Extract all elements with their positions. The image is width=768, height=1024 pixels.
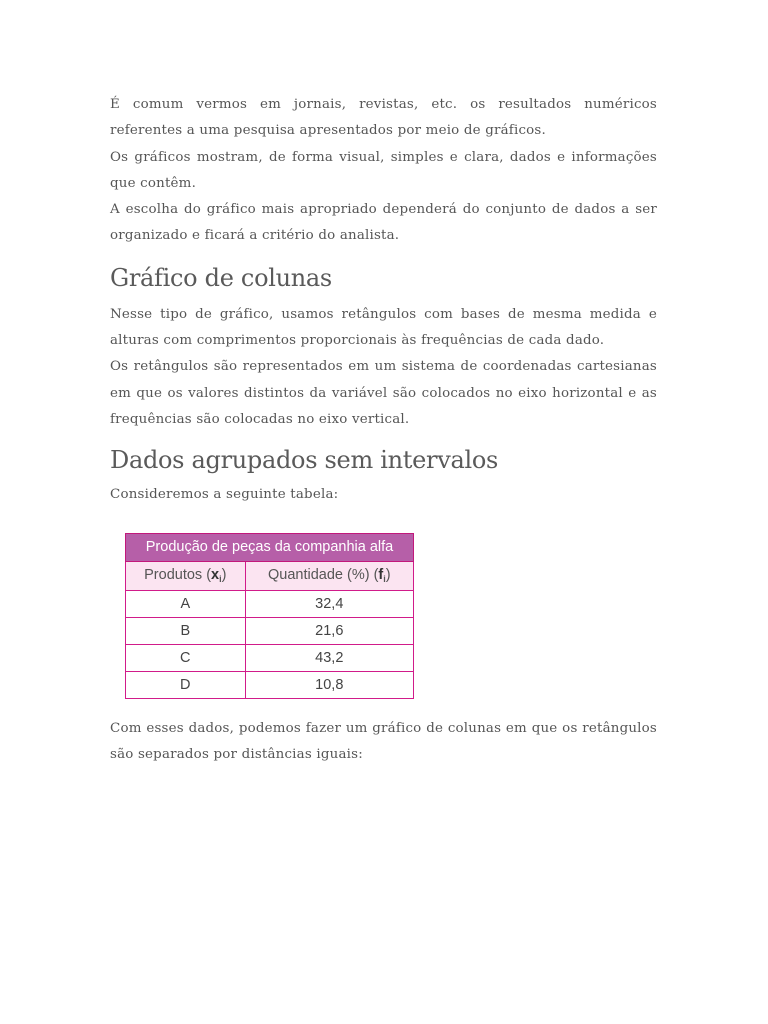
quantity-cell: 10,8: [245, 671, 413, 698]
symbol-f: f: [378, 567, 384, 584]
product-cell: A: [126, 590, 246, 617]
product-cell: B: [126, 617, 246, 644]
product-cell: D: [126, 671, 246, 698]
subscript-i: i: [219, 574, 222, 585]
paragraph: Os retângulos são representados em um sistema de coordenadas cartesianas em que os valores distintos da variável são colocados no eixo horizontal e as frequências são colocadas no eixo vertical.: [110, 359, 657, 427]
table-header-row: [126, 561, 414, 590]
intro-section: [110, 92, 657, 250]
section-heading-grouped-data: Dados agrupados sem intervalos: [110, 446, 499, 475]
symbol-x: x: [211, 567, 220, 584]
paragraph: Os gráficos mostram, de forma visual, simples e clara, dados e informações que contêm.: [110, 149, 657, 191]
header-text: Produtos (: [144, 567, 212, 584]
section-heading-column-chart: Gráfico de colunas: [110, 263, 332, 292]
quantity-cell: 32,4: [245, 590, 413, 617]
closing-section: [110, 716, 657, 769]
column-header-products: [126, 561, 246, 590]
table-row: [126, 617, 414, 644]
product-cell: C: [126, 644, 246, 671]
grouped-data-section: [110, 482, 657, 508]
table-row: [126, 590, 414, 617]
quantity-cell: 43,2: [245, 644, 413, 671]
table-caption: Produção de peças da companhia alfa: [126, 533, 414, 561]
subscript-i: i: [383, 574, 386, 585]
paragraph: Consideremos a seguinte tabela:: [110, 487, 339, 503]
table-caption-row: [126, 533, 414, 561]
table-row: [126, 644, 414, 671]
paragraph: A escolha do gráfico mais apropriado dependerá do conjunto de dados a ser organizado e ficará a critério do analista.: [110, 202, 657, 244]
document-body: [110, 92, 657, 768]
column-chart-section: [110, 302, 657, 433]
paragraph: É comum vermos em jornais, revistas, etc. os resultados numéricos referentes a uma pesquisa apresentados por meio de gráficos.: [110, 97, 657, 139]
production-table: [125, 533, 414, 699]
header-close: ): [385, 567, 391, 584]
table-row: [126, 671, 414, 698]
quantity-cell: 21,6: [245, 617, 413, 644]
paragraph: Com esses dados, podemos fazer um gráfico de colunas em que os retângulos são separados por distâncias iguais:: [110, 720, 657, 762]
paragraph: Nesse tipo de gráfico, usamos retângulos com bases de mesma medida e alturas com comprimentos proporcionais às frequências de cada dado.: [110, 306, 657, 349]
header-close: ): [221, 567, 227, 584]
production-table-wrapper: [125, 533, 414, 699]
column-header-quantity: [245, 561, 413, 590]
header-text: Quantidade (%) (: [267, 567, 379, 584]
